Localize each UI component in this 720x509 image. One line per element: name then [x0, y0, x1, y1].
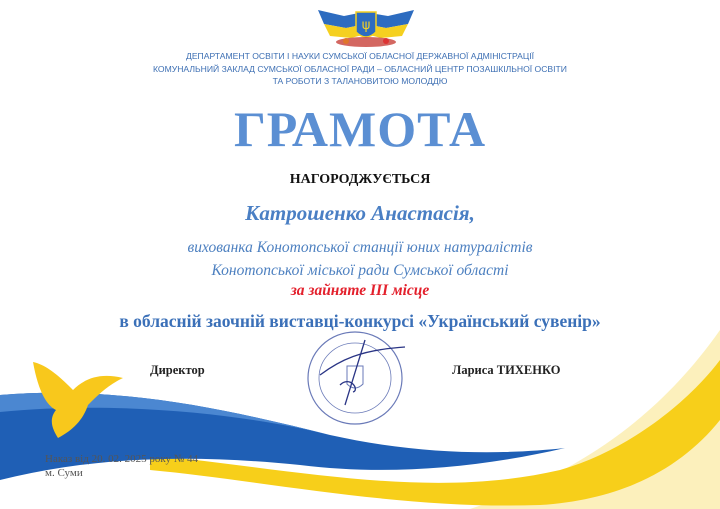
description-line: вихованка Конотопської станції юних натуралістів: [187, 239, 533, 256]
certificate-title: ГРАМОТА: [233, 101, 487, 157]
order-city: м. Суми: [45, 467, 83, 479]
header-line: ДЕПАРТАМЕНТ ОСВІТИ І НАУКИ СУМСЬКОЇ ОБЛАСНОЇ ДЕРЖАВНОЇ АДМІНІСТРАЦІЇ: [186, 51, 534, 61]
achievement-text: за зайняте ІІІ місце: [290, 282, 430, 299]
contest-name: в обласній заочній виставці-конкурсі «Український сувенір»: [119, 311, 601, 331]
svg-text:ψ: ψ: [361, 18, 371, 33]
awarded-label: НАГОРОДЖУЄТЬСЯ: [289, 172, 431, 187]
header-line: ТА РОБОТИ З ТАЛАНОВИТОЮ МОЛОДДЮ: [272, 76, 448, 86]
recipient-description: [0, 236, 720, 282]
header-line: КОМУНАЛЬНИЙ ЗАКЛАД СУМСЬКОЇ ОБЛАСНОЇ РАДИ – ОБЛАСНИЙ ЦЕНТР ПОЗАШКІЛЬНОЇ ОСВІТИ: [153, 63, 567, 74]
signature-position: Директор: [150, 363, 205, 377]
dove-icon: [28, 360, 128, 445]
header-text: [0, 50, 720, 88]
official-seal: [305, 330, 409, 430]
signature-name: Лариса ТИХЕНКО: [452, 363, 561, 377]
order-line: Наказ від 20. 02. 2025 року № 44: [45, 453, 199, 465]
recipient-name: Катрошенко Анастасія,: [245, 201, 475, 225]
order-info: [45, 452, 198, 480]
description-line: Конотопської міської ради Сумської області: [211, 262, 509, 279]
emblem-logo: [316, 4, 416, 50]
